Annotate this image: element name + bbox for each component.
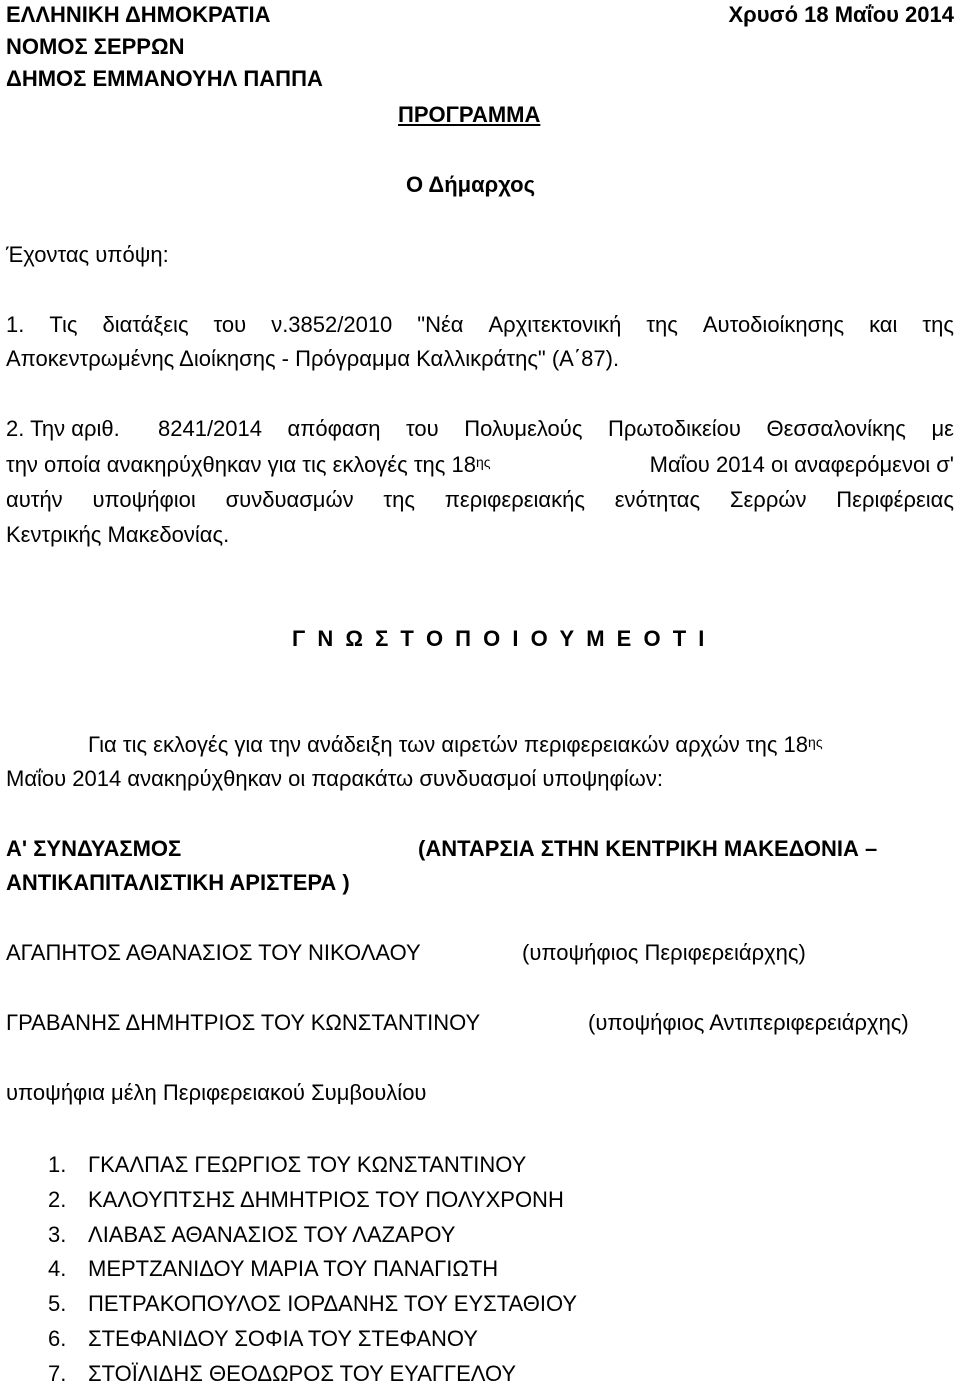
item-2-word: Πολυμελούς <box>464 416 583 441</box>
list-item-number: 4. <box>48 1256 67 1281</box>
item-2-word: συνδυασμών <box>225 487 354 512</box>
document-date: Χρυσό 18 Μαΐου 2014 <box>728 2 954 27</box>
mayor-heading: Ο Δήμαρχος <box>406 172 536 197</box>
header-line-3: ΔΗΜΟΣ ΕΜΜΑΝΟΥΗΛ ΠΑΠΠΑ <box>6 66 323 91</box>
item-2-word: Θεσσαλονίκης <box>766 416 906 441</box>
intro-line-1 <box>88 730 823 760</box>
council-heading: υποψήφια μέλη Περιφερειακού Συμβουλίου <box>6 1080 427 1105</box>
list-item-name: ΣΤΟΪΛΙΔΗΣ ΘΕΟΔΩΡΟΣ ΤΟΥ ΕΥΑΓΓΕΛΟΥ <box>88 1361 517 1386</box>
item-1-word: διατάξεις <box>102 312 189 337</box>
item-1-word: Τις <box>49 312 78 337</box>
item-1-line-2: Αποκεντρωμένης Διοίκησης - Πρόγραμμα Καλλικράτης" (Α΄87). <box>6 346 620 371</box>
item-2-line-1 <box>6 414 954 444</box>
intro-line-1-text: Για τις εκλογές για την ανάδειξη των αιρετών περιφερειακών αρχών της 18 <box>88 732 809 757</box>
item-2-line-2-text: την οποία ανακηρύχθηκαν για τις εκλογές της 18 <box>6 452 476 477</box>
item-1-line-1 <box>6 310 954 340</box>
list-item-number: 6. <box>48 1326 67 1351</box>
list-item-number: 1. <box>48 1152 67 1177</box>
item-2-line-2 <box>6 450 954 480</box>
ordinal-suffix: ης <box>475 454 491 470</box>
list-item <box>6 1220 954 1250</box>
item-1-word: της <box>646 312 678 337</box>
item-2-word: με <box>931 416 954 441</box>
list-item-name: ΚΑΛΟΥΠΤΣΗΣ ΔΗΜΗΤΡΙΟΣ ΤΟΥ ΠΟΛΥΧΡΟΝΗ <box>88 1187 564 1212</box>
governor-candidate-role: (υποψήφιος Περιφερειάρχης) <box>522 940 806 965</box>
list-item <box>6 1359 954 1389</box>
item-2-word: Περιφέρειας <box>836 487 954 512</box>
document-title: ΠΡΟΓΡΑΜΜΑ <box>398 102 541 127</box>
item-1-word: 1. <box>6 312 25 337</box>
list-item-name: ΓΚΑΛΠΑΣ ΓΕΩΡΓΙΟΣ ΤΟΥ ΚΩΝΣΤΑΝΤΙΝΟΥ <box>88 1152 527 1177</box>
item-1-word: και <box>869 312 898 337</box>
list-item-name: ΠΕΤΡΑΚΟΠΟΥΛΟΣ ΙΟΡΔΑΝΗΣ ΤΟΥ ΕΥΣΤΑΘΙΟΥ <box>88 1291 578 1316</box>
item-2-word: 8241/2014 <box>158 416 262 441</box>
list-item-number: 5. <box>48 1291 67 1316</box>
coalition-name-line-2: ΑΝΤΙΚΑΠΙΤΑΛΙΣΤΙΚΗ ΑΡΙΣΤΕΡΑ ) <box>6 870 350 895</box>
list-item <box>6 1324 954 1354</box>
item-2-word: της <box>383 487 415 512</box>
vice-candidate-name: ΓΡΑΒΑΝΗΣ ΔΗΜΗΤΡΙΟΣ ΤΟΥ ΚΩΝΣΤΑΝΤΙΝΟΥ <box>6 1010 481 1035</box>
item-2-word: ενότητας <box>614 487 701 512</box>
governor-candidate-name: ΑΓΑΠΗΤΟΣ ΑΘΑΝΑΣΙΟΣ ΤΟΥ ΝΙΚΟΛΑΟΥ <box>6 940 421 965</box>
list-item-name: ΣΤΕΦΑΝΙΔΟΥ ΣΟΦΙΑ ΤΟΥ ΣΤΕΦΑΝΟΥ <box>88 1326 478 1351</box>
list-item <box>6 1185 954 1215</box>
item-2-word: περιφερειακής <box>444 487 585 512</box>
coalition-label: Α' ΣΥΝΔΥΑΣΜΟΣ <box>6 836 182 861</box>
list-item <box>6 1289 954 1319</box>
item-2-word: του <box>406 416 439 441</box>
item-2-line-2-end: Μαΐου 2014 οι αναφερόμενοι σ' <box>649 452 954 477</box>
item-2-line-3 <box>6 485 954 515</box>
list-item-number: 3. <box>48 1222 67 1247</box>
considering-label: Έχοντας υπόψη: <box>6 242 169 267</box>
announcement-heading: Γ Ν Ω Σ Τ Ο Π Ο Ι Ο Υ Μ Ε Ο Τ Ι <box>292 626 705 651</box>
list-item <box>6 1150 954 1180</box>
item-2-prefix: 2. Την αριθ. <box>6 416 120 441</box>
item-2-word: Σερρών <box>729 487 807 512</box>
item-2-word: αυτήν <box>6 487 63 512</box>
list-item-name: ΛΙΑΒΑΣ ΑΘΑΝΑΣΙΟΣ ΤΟΥ ΛΑΖΑΡΟΥ <box>88 1222 456 1247</box>
header-line-1: ΕΛΛΗΝΙΚΗ ΔΗΜΟΚΡΑΤΙΑ <box>6 2 271 27</box>
header-line-2: ΝΟΜΟΣ ΣΕΡΡΩΝ <box>6 34 185 59</box>
item-1-word: Αυτοδιοίκησης <box>702 312 845 337</box>
item-1-word: ν.3852/2010 <box>271 312 393 337</box>
item-1-word: "Νέα <box>417 312 464 337</box>
coalition-name-line-1: (ΑΝΤΑΡΣΙΑ ΣΤΗΝ ΚΕΝΤΡΙΚΗ ΜΑΚΕΔΟΝΙΑ – <box>418 836 878 861</box>
list-item <box>6 1254 954 1284</box>
item-1-word: του <box>213 312 247 337</box>
intro-line-2: Μαΐου 2014 ανακηρύχθηκαν οι παρακάτω συνδυασμοί υποψηφίων: <box>6 766 663 791</box>
item-2-word: Πρωτοδικείου <box>607 416 741 441</box>
list-item-number: 2. <box>48 1187 67 1212</box>
ordinal-suffix: ης <box>808 734 823 750</box>
list-item-name: ΜΕΡΤΖΑΝΙΔΟΥ ΜΑΡΙΑ ΤΟΥ ΠΑΝΑΓΙΩΤΗ <box>88 1256 499 1281</box>
item-2-line-4: Κεντρικής Μακεδονίας. <box>6 522 230 547</box>
item-1-word: της <box>922 312 954 337</box>
vice-candidate-role: (υποψήφιος Αντιπεριφερειάρχης) <box>588 1010 909 1035</box>
item-1-word: Αρχιτεκτονική <box>488 312 622 337</box>
item-2-word: υποψήφιοι <box>92 487 196 512</box>
list-item-number: 7. <box>48 1361 67 1386</box>
item-2-word: απόφαση <box>287 416 381 441</box>
